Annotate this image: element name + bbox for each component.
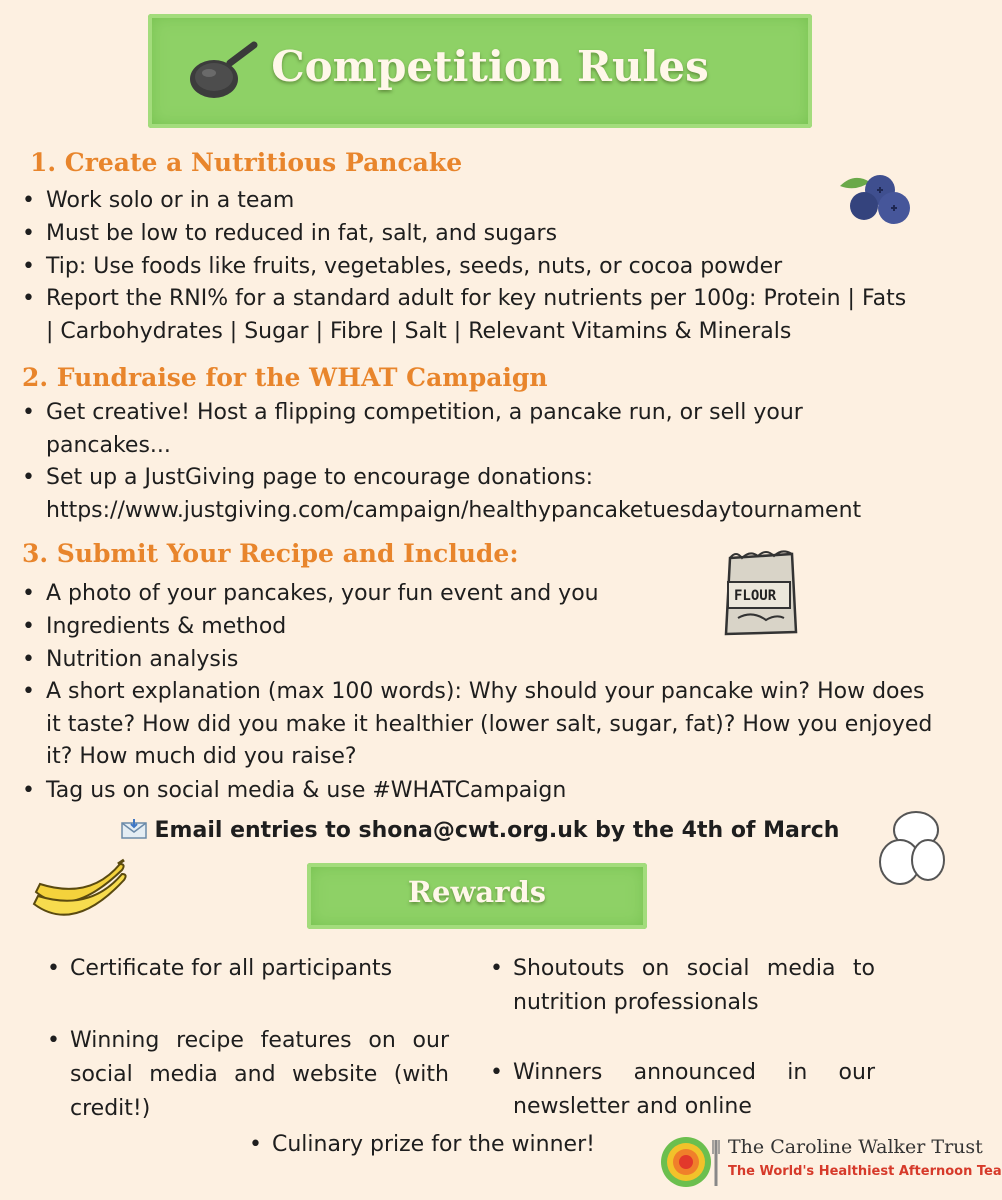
flour-bag-icon (722, 548, 802, 640)
section-3-heading: 3. Submit Your Recipe and Include: (22, 539, 519, 568)
list-item: • Tip: Use foods like fruits, vegetables, seeds, nuts, or cocoa powder (22, 250, 922, 283)
rewards-title: Rewards (407, 875, 547, 909)
list-item: • Nutrition analysis (22, 643, 932, 676)
title-banner (148, 14, 812, 128)
section-2-heading: 2. Fundraise for the WHAT Campaign (22, 363, 548, 392)
banana-icon (30, 860, 130, 928)
reward-item: • Winning recipe features on our social media and website (with credit!) (47, 1024, 449, 1126)
list-item: • Must be low to reduced in fat, salt, and sugars (22, 217, 922, 250)
concentric-circles-logo-icon (660, 1134, 720, 1190)
trust-logo (660, 1132, 1002, 1190)
blueberries-icon (836, 168, 916, 228)
rewards-left-list (47, 952, 449, 1126)
eggs-icon (878, 806, 950, 888)
list-item: • A photo of your pancakes, your fun event and you (22, 577, 932, 610)
list-item: • Set up a JustGiving page to encourage donations: https://www.justgiving.com/campaign/healthypancaketuesdaytournament (22, 462, 941, 527)
reward-item: • Winners announced in our newsletter and online (490, 1056, 875, 1124)
section-2-list (22, 397, 947, 527)
rewards-banner (307, 863, 647, 929)
logo-name: The Caroline Walker Trust (728, 1136, 983, 1158)
page-title: Competition Rules (271, 42, 709, 91)
section-1-list (22, 184, 922, 348)
list-item: • Report the RNI% for a standard adult for key nutrients per 100g: Protein | Fats | Carbohydrates | Sugar | Fibre | Salt | Relevant Vitamins & Minerals (22, 283, 916, 348)
list-item: • Work solo or in a team (22, 184, 922, 217)
logo-tagline: The World's Healthiest Afternoon Tea (728, 1164, 1002, 1179)
section-1-heading: 1. Create a Nutritious Pancake (30, 148, 463, 177)
list-item: • A short explanation (max 100 words): Why should your pancake win? How does it taste? How did you make it healthier (lower salt, sugar, fat)? How you enjoyed it? How much did you raise? (22, 676, 936, 774)
svg-text:FLOUR: FLOUR (734, 588, 777, 604)
email-instruction (0, 818, 960, 843)
list-item: • Ingredients & method (22, 610, 932, 643)
envelope-icon (121, 819, 147, 839)
rewards-right-list (490, 952, 875, 1124)
reward-item: • Culinary prize for the winner! (249, 1128, 669, 1162)
email-text: Email entries to shona@cwt.org.uk by the 4th of March (154, 818, 840, 843)
list-item: • Get creative! Host a flipping competition, a pancake run, or sell your pancakes... (22, 397, 871, 462)
reward-item: • Shoutouts on social media to nutrition professionals (490, 952, 875, 1020)
reward-item: • Certificate for all participants (47, 952, 449, 986)
list-item: • Tag us on social media & use #WHATCampaign (22, 774, 932, 807)
rewards-center-list (249, 1128, 669, 1162)
